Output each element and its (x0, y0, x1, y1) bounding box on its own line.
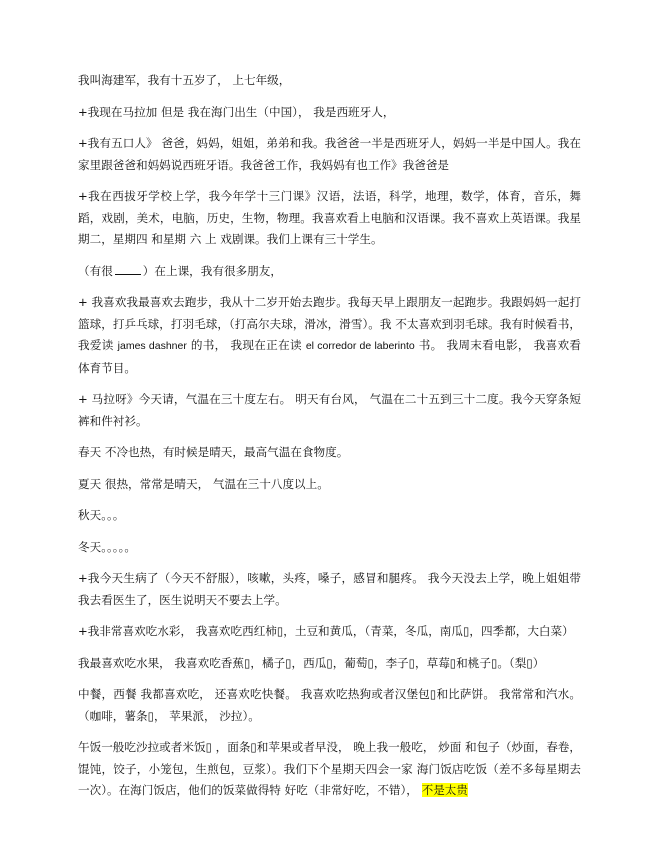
document-paragraph (78, 737, 581, 802)
paragraph-text: ）在上课，我有很多朋友， (142, 263, 282, 278)
fill-in-blank (115, 262, 141, 275)
document-paragraph (78, 684, 581, 727)
paragraph-text: 春天 不冷也热，有时候是晴天，最高气温在食物度。 (78, 445, 349, 459)
paragraph-text: 我叫海建军，我有十五岁了， 上七年级， (78, 73, 291, 87)
paragraph-text: + 我喜欢我最喜欢去跑步，我从十二岁开始去跑步。我每天早上跟朋友一起跑步。我跟妈妈一起打篮球，打乒乓球，打羽毛球，（打高尔夫球，滑冰，滑雪）。我 不太喜欢到羽毛球。我有时候看书， 我爱读 (78, 295, 581, 352)
paragraph-text: +我在西拔牙学校上学，我今年学十三门课》汉语，法语，科学，地理，数学，体育，音乐，舞蹈，戏剧，美术，电脑，历史，生物，物理。我喜欢看上电脑和汉语课。我不喜欢上英语课。我星期二，星期四 和星期 六 上 戏剧课。我们上课有三十学生。 (78, 189, 581, 246)
document-paragraph (78, 70, 581, 92)
paragraph-text: +我非常喜欢吃水彩， 我喜欢吃西红柿▯，土豆和黄瓜，（青菜，冬瓜，南瓜▯，四季都，大白菜） (78, 624, 574, 638)
document-paragraph (78, 389, 581, 432)
highlighted-text: 不是太贵 (421, 783, 468, 797)
paragraph-text: 的书， 我现在正在读 (186, 338, 306, 352)
paragraph-text: + 马拉呀》今天请，气温在三十度左右。 明天有台风， 气温在二十五到三十二度。我今天穿条短裤和件衬衫。 (78, 392, 581, 428)
paragraph-text: +我有五口人》 爸爸，妈妈，姐姐，弟弟和我。我爸爸一半是西班牙人，妈妈一半是中国人。我在家里跟爸爸和妈妈说西班牙语。我爸爸工作，我妈妈有也工作》我爸爸是 (78, 136, 581, 172)
document-paragraph (78, 653, 581, 675)
book-title-text: james dashner (117, 340, 187, 352)
document-paragraph (78, 133, 581, 176)
paragraph-text: （有很 (78, 263, 113, 278)
document-paragraph (78, 537, 581, 559)
paragraph-text: 夏天 很热，常常是晴天， 气温在三十八度以上。 (78, 476, 329, 491)
document-paragraph (78, 261, 581, 283)
paragraph-text: +我现在马拉加 但是 我在海门出生（中国）， 我是西班牙人， (78, 104, 395, 119)
paragraph-text: 秋天。。。 (78, 508, 125, 522)
book-title-text: el corredor de laberinto (305, 340, 415, 352)
document-paragraph (78, 568, 581, 611)
document-paragraph (78, 292, 581, 379)
document-paragraph (78, 442, 581, 464)
paragraph-text: 午饭一般吃沙拉或者米饭▯ ，面条▯和苹果或者早没， 晚上我一般吃， 炒面 和包子（炒面，春卷，馄饨，饺子，小笼包，生煎包，豆浆）。我们下个星期天四会一家 海门饭店吃饭（差不多每星期去一次）。在海门饭店，他们的饭菜做得特 好吃（非常好吃，不错）， (78, 740, 581, 797)
paragraph-text: 中餐，西餐 我都喜欢吃， 还喜欢吃快餐。 我喜欢吃热狗或者汉堡包▯和比萨饼。 我常常和汽水。（咖啡，薯条▯， 苹果派， 沙拉）。 (78, 687, 581, 723)
document-paragraph (78, 621, 581, 643)
document-paragraph (78, 186, 581, 251)
paragraph-text: +我今天生病了（今天不舒服），咳嗽，头疼，嗓子，感冒和腿疼。 我今天没去上学，晚上姐姐带我去看医生了，医生说明天不要去上学。 (78, 571, 581, 607)
document-paragraph (78, 474, 581, 496)
paragraph-text: 冬天。。。。。 (78, 539, 136, 554)
paragraph-text: 我最喜欢吃水果， 我喜欢吃香蕉▯，橘子▯，西瓜▯，葡萄▯，李子▯，草莓▯和桃子▯。（梨▯） (78, 655, 545, 670)
document-paragraph (78, 505, 581, 527)
document-page (78, 70, 581, 812)
paragraph-text: 书。 我周末看电影， 我喜欢看体育节目。 (78, 338, 582, 375)
document-paragraph (78, 102, 581, 124)
